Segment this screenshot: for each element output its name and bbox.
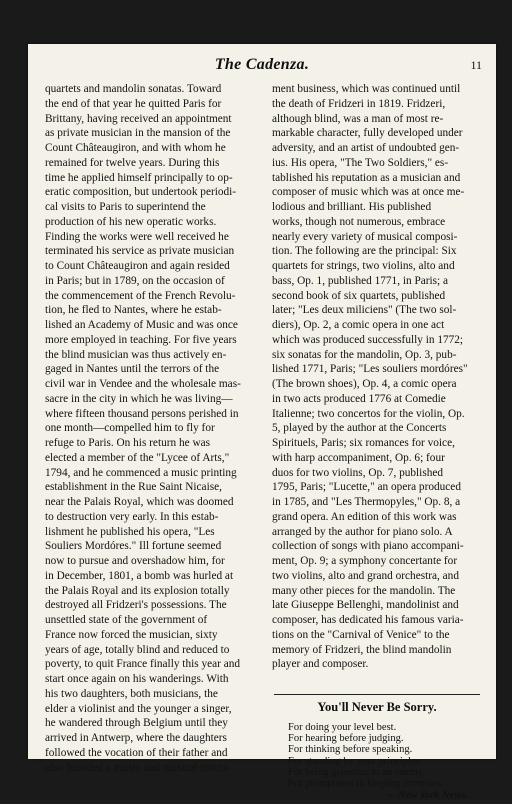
text-line: 5, played by the author at the Concerts <box>272 422 447 435</box>
text-line: tions on the "Carnival of Venice" to the <box>272 628 450 641</box>
page <box>28 44 496 801</box>
text-line: second book of six quartets, published <box>272 289 446 302</box>
text-line: Italienne; two concertos for the violin, Op. <box>272 407 465 420</box>
text-line: arrived in Antwerp, where the daughters <box>45 732 227 744</box>
text-line: adversity, and an artist of undoubted gen- <box>272 142 460 154</box>
text-line: later; "Les deux miliciens" (The two sol- <box>272 304 457 317</box>
text-line: Spirituels, Paris; six romances for voice, <box>272 437 455 449</box>
text-line: near the Palais Royal, which was doomed <box>45 496 234 508</box>
sidebar-box-line: For thinking before speaking. <box>288 744 413 756</box>
text-line: many other pieces for the mandolin. The <box>272 584 456 597</box>
sidebar-box-line: For doing your level best. <box>288 722 397 733</box>
text-line: duos for two violins, Op. 7, published <box>272 466 444 479</box>
running-header <box>28 56 496 76</box>
text-line: composer of music which was at once me- <box>272 186 465 199</box>
text-line: remained for twelve years. During this <box>45 156 220 169</box>
text-line: Brittany, having received an appointment <box>45 112 232 125</box>
text-line: tion. The following are the principal: Six <box>272 245 457 258</box>
text-line: late Giuseppe Bellenghi, mandolinist and <box>272 599 459 612</box>
text-line: where fifteen thousand persons perished in <box>45 407 239 420</box>
text-line: quartets and mandolin sonatas. Toward <box>45 83 222 95</box>
text-line: gaged in Nantes until the terrors of the <box>45 363 220 376</box>
text-line: destroyed all Fridzeri's possessions. The <box>45 599 227 612</box>
text-line: Souliers Mordóres." Ill fortune seemed <box>45 540 222 553</box>
text-line: followed the vocation of their father and <box>45 746 228 759</box>
divider-rule <box>274 694 480 695</box>
text-line: with harp accompaniment, Op. 6; four <box>272 451 445 464</box>
text-line: years of age, totally blind and reduced to <box>45 643 230 656</box>
text-line: to destruction very early. In this estab- <box>45 510 219 523</box>
text-line: tablished his reputation as a musician and <box>272 171 461 184</box>
text-line: composer, has dedicated his famous varia- <box>272 614 464 626</box>
text-line: ment, Op. 9; a symphony concertante for <box>272 555 458 567</box>
text-line: 1794, and he commenced a music printing <box>45 466 237 479</box>
text-line: ius. His opera, "The Two Soldiers," es- <box>272 156 449 169</box>
text-line: civil war in Vendee and the wholesale mas- <box>45 378 241 390</box>
text-line: he wandered through Belgium until they <box>45 717 228 730</box>
text-line: memory of Fridzeri, the blind mandolin <box>272 643 452 656</box>
text-line: lished 1771, Paris; "Les souliers mordóres" <box>272 363 468 376</box>
text-line: more employed in teaching. For five years <box>45 333 237 346</box>
text-line: start once again on his wanderings. With <box>45 673 229 685</box>
text-line: production of his new operatic works. <box>45 215 217 228</box>
text-line: elder a violinist and the younger a singer, <box>45 702 232 715</box>
sidebar-box-line: For hearing before judging. <box>288 733 404 745</box>
text-line: the death of Fridzeri in 1819. Fridzeri, <box>272 97 446 110</box>
text-line: also founded a music and musical instru- <box>45 761 231 774</box>
text-line: two violins, alto and grand orchestra, and <box>272 569 459 582</box>
text-line: (The brown shoes), Op. 4, a comic opera <box>272 378 457 390</box>
page-number: 11 <box>470 58 482 72</box>
text-line: lished an Academy of Music and was once <box>45 319 238 331</box>
sidebar-box-line: For being generous to an enemy. <box>288 766 425 778</box>
text-line: although blind, was a man of most re- <box>272 112 444 125</box>
text-line: grand opera. An edition of this work was <box>272 510 457 523</box>
text-line: 1795, Paris; "Lucette," an opera produced <box>272 481 461 494</box>
text-line: arranged by the author for piano solo. A <box>272 525 453 538</box>
text-line: one month—compelled him to fly for <box>45 422 215 435</box>
text-line: six sonatas for the mandolin, Op. 3, pub- <box>272 348 457 361</box>
text-line: ment business, which was continued until <box>272 83 461 95</box>
text-line: terminated his service as private musician <box>45 245 235 258</box>
text-line: player and composer. <box>272 658 369 671</box>
text-line: refuge to Paris. On his return he was <box>45 437 211 449</box>
text-line: lodious and brilliant. His published <box>272 201 432 213</box>
text-line: diers), Op. 2, a comic opera in one act <box>272 319 445 331</box>
text-line: poverty, to quit France finally this year and <box>45 658 241 671</box>
sidebar-box-line: For standing by your principles. <box>288 755 423 767</box>
text-line: markable character, fully developed under <box>272 127 463 140</box>
text-line: France now forced the musician, sixty <box>45 628 218 641</box>
text-line: the commencement of the French Revolu- <box>45 289 236 302</box>
text-line: time he applied himself principally to op- <box>45 171 233 184</box>
text-line: now to pursue and overshadow him, for <box>45 555 225 567</box>
text-line: the blind musician was thus actively en- <box>45 348 227 361</box>
text-line: his two daughters, both musicians, the <box>45 687 218 700</box>
sidebar-box-line: For promptness in keeping promises. <box>288 778 444 789</box>
text-line: establishment in the Rue Saint Nicaise, <box>45 481 222 494</box>
text-line: in December, 1801, a bomb was hurled at <box>45 569 234 582</box>
text-line: in Paris; but in 1789, on the occasion of <box>45 274 225 287</box>
text-line: cal visits to Paris to superintend the <box>45 201 206 213</box>
text-line: works, though not numerous, embrace <box>272 215 446 228</box>
text-line: Count Châteaugiron, and with whom he <box>45 142 226 154</box>
text-line: in two acts produced 1776 at Comedie <box>272 392 446 405</box>
journal-title: The Cadenza. <box>214 56 310 73</box>
left-column <box>45 82 255 775</box>
right-column-text <box>272 82 482 672</box>
text-line: which was produced successfully in 1772; <box>272 333 464 346</box>
text-line: the end of that year he quitted Paris for <box>45 97 222 110</box>
text-line: to Count Châteaugiron and again resided <box>45 260 230 272</box>
text-line: elected a member of the "Lycee of Arts," <box>45 451 230 464</box>
text-line: Finding the works were well received he <box>45 230 229 243</box>
text-line: sacre in the city in which he was living— <box>45 392 233 405</box>
right-column <box>272 82 482 801</box>
text-line: nearly every variety of musical composi- <box>272 230 458 243</box>
text-line: unsettled state of the government of <box>45 614 208 626</box>
sidebar-box-title: You'll Never Be Sorry. <box>317 700 437 714</box>
text-line: bass, Op. 1, published 1771, in Paris; a <box>272 274 449 287</box>
text-line: collection of songs with piano accompani- <box>272 540 464 553</box>
text-line: tion, he fled to Nantes, where he estab- <box>45 304 222 317</box>
text-line: as private musician in the mansion of the <box>45 127 231 140</box>
text-line: the Palais Royal and its explosion totally <box>45 584 230 597</box>
sidebar-box-signature: —New York News. <box>387 790 468 801</box>
text-line: in 1785, and "Les Thermopyles," Op. 8, a <box>272 496 461 508</box>
text-line: lishment he published his opera, "Les <box>45 525 215 538</box>
text-line: quartets for strings, two violins, alto and <box>272 260 455 272</box>
text-line: eratic composition, but undertook periodi- <box>45 186 237 199</box>
